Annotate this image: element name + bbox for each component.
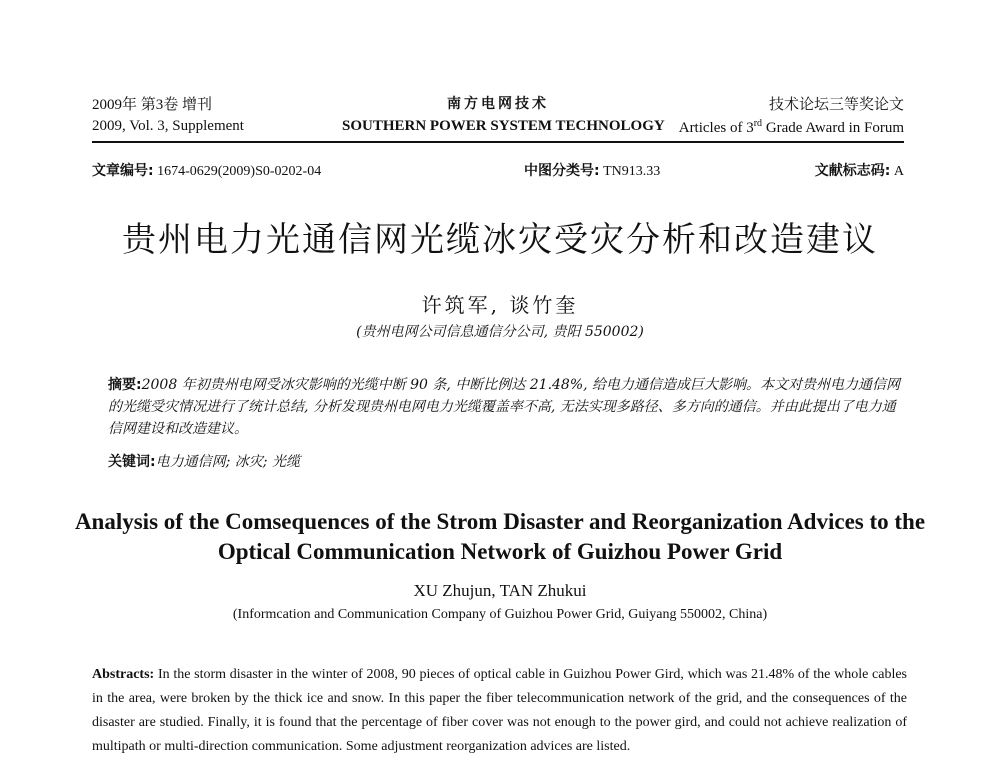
clc-label: 中图分类号: [524,163,600,179]
abstract-en [92,663,907,759]
affiliation-en: (Informcation and Communication Company of Guizhou Power Grid, Guiyang 550002, China) [232,607,768,622]
article-number-value: 1674-0629(2009)S0-0202-04 [157,164,322,179]
award-note-en-sup: rd [753,118,763,129]
document-code-value: A [893,164,904,179]
journal-name-en: SOUTHERN POWER SYSTEM TECHNOLOGY [342,118,665,134]
clc-number [524,160,660,180]
abstract-zh-label: 摘要: [108,377,142,393]
journal-issue-zh: 2009年 第3卷 增刊 [92,97,213,113]
abstract-en-text: In the storm disaster in the winter of 2008, 90 pieces of optical cable in Guizhou Power Gird, which was 21.48% of the whole cables in the area, were broken by the thick ice and snow. In this paper the fiber telecommunication network of the grid, and the consequences of the disaster are studied. Finally, it is found that the percentage of fiber cover was not enough to the power gird, and could not achieve realization of multipath or multi-direction communication. Some adjustment reorganization advices are listed. [92,667,908,754]
journal-issue-en: 2009, Vol. 3, Supplement [92,118,244,134]
authors-en: XU Zhujun, TAN Zhukui [413,581,587,600]
abstract-zh [108,374,904,440]
document-code-label: 文献标志码: [814,163,891,179]
title-zh: 贵州电力光通信网光缆冰灾受灾分析和改造建议 [122,220,878,260]
affiliation-zh: (贵州电网公司信息通信分公司, 贵阳 550002) [356,324,644,340]
clc-value: TN913.33 [603,164,661,179]
header-rule [92,141,904,143]
document-code [815,160,904,180]
award-note-en-suffix: Grade Award in Forum [762,120,904,136]
abstract-en-label: Abstracts: [92,667,155,682]
keywords-zh-text: 电力通信网; 冰灾; 光缆 [155,454,300,470]
keywords-zh-label: 关键词: [108,454,156,470]
award-note-en [679,118,904,137]
abstract-zh-text: 2008 年初贵州电网受冰灾影响的光缆中断 90 条, 中断比例达 21.48%, 给电力通信造成巨大影响。本文对贵州电力通信网的光缆受灾情况进行了统计总结, 分析发现贵州电网电力光缆覆盖率不高, 无法实现多路径、多方向的通信。并由此提出了电力通信网建设和改造建议。 [108,377,901,437]
article-number [92,160,321,180]
keywords-zh [108,451,904,471]
title-en: Analysis of the Comsequences of the Strom Disaster and Reorganization Advices to the Optical Communication Network of Guizhou Power Grid [74,509,926,564]
authors-zh: 许筑军, 谈竹奎 [421,293,579,317]
journal-name-zh: 南方电网技术 [447,96,549,112]
article-number-label: 文章编号: [92,163,154,179]
award-note-zh: 技术论坛三等奖论文 [768,97,904,113]
award-note-en-prefix: Articles of 3 [678,120,754,136]
